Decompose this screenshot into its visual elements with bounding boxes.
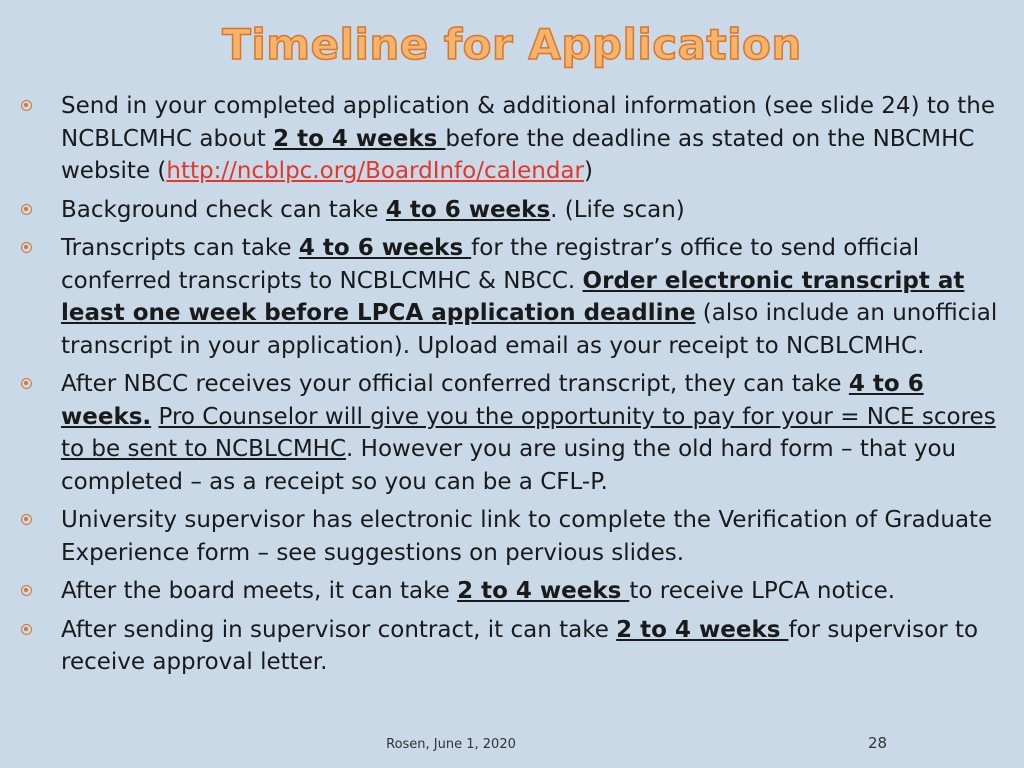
bullet-emphasis: 2 to 4 weeks — [457, 578, 630, 604]
bullet-text: for the registrar’s office to send official conferred transcripts to NCBLCMHC & NBCC. — [61, 235, 920, 294]
bullet-emphasis: 2 to 4 weeks — [273, 125, 446, 152]
bullet-text: After the board meets, it can take — [61, 578, 458, 604]
bullet-emphasis: Order electronic transcript at least one week before LPCA application deadline — [61, 267, 965, 326]
bullet-item-board — [0, 575, 1024, 608]
bullet-item-background-check — [0, 194, 1024, 227]
page-number: 28 — [868, 734, 888, 752]
bullet-item-nbcc — [0, 368, 1024, 498]
bullet-underlined: Pro Counselor will give you the opportunity to pay for your = NCE scores to be sent to NCBLCMHC — [61, 403, 996, 462]
bullet-circle-icon — [21, 624, 32, 635]
calendar-link[interactable]: http://ncblpc.org/BoardInfo/calendar — [166, 158, 584, 184]
bullet-text: Send in your completed application & additional information (see slide 24) to the NCBLCMHC about — [61, 93, 995, 152]
bullet-circle-icon — [21, 514, 32, 525]
bullet-list — [0, 90, 1024, 685]
bullet-circle-icon — [21, 100, 32, 111]
bullet-item-contract — [0, 614, 1024, 679]
slide-title: Timeline for Application — [222, 20, 802, 69]
bullet-text: ) — [583, 158, 593, 184]
bullet-item-application — [0, 90, 1024, 188]
bullet-circle-icon — [21, 242, 32, 253]
footer-text: Rosen, June 1, 2020 — [386, 737, 516, 752]
bullet-text: before the deadline as stated on the NBCMHC website ( — [61, 125, 975, 184]
bullet-emphasis: 4 to 6 weeks — [385, 196, 551, 223]
bullet-text: (also include an unofficial transcript in your application). Upload email as your receipt to NCBLCMHC. — [61, 300, 998, 359]
bullet-circle-icon — [21, 204, 32, 215]
bullet-circle-icon — [21, 585, 32, 596]
bullet-text: . However you are using the old hard form – that you completed – as a receipt so you can be a CFL-P. — [61, 436, 957, 495]
bullet-text: After sending in supervisor contract, it can take — [61, 616, 617, 643]
bullet-item-transcripts — [0, 232, 1024, 362]
bullet-emphasis: 4 to 6 weeks — [298, 235, 472, 261]
bullet-item-supervisor-link — [0, 504, 1024, 569]
bullet-text: Transcripts can take — [61, 235, 299, 261]
bullet-circle-icon — [21, 378, 32, 389]
bullet-emphasis: 2 to 4 weeks — [616, 616, 789, 643]
bullet-emphasis: 4 to 6 weeks. — [61, 371, 924, 430]
bullet-text: to receive LPCA notice. — [629, 578, 896, 604]
bullet-text: for supervisor to receive approval letter. — [61, 616, 979, 675]
bullet-text: After NBCC receives your official conferred transcript, they can take — [61, 371, 849, 397]
bullet-text: Background check can take — [61, 196, 386, 223]
bullet-text: University supervisor has electronic link to complete the Verification of Graduate Experience form – see suggestions on pervious slides. — [61, 507, 993, 566]
bullet-text: . (Life scan) — [550, 196, 685, 223]
